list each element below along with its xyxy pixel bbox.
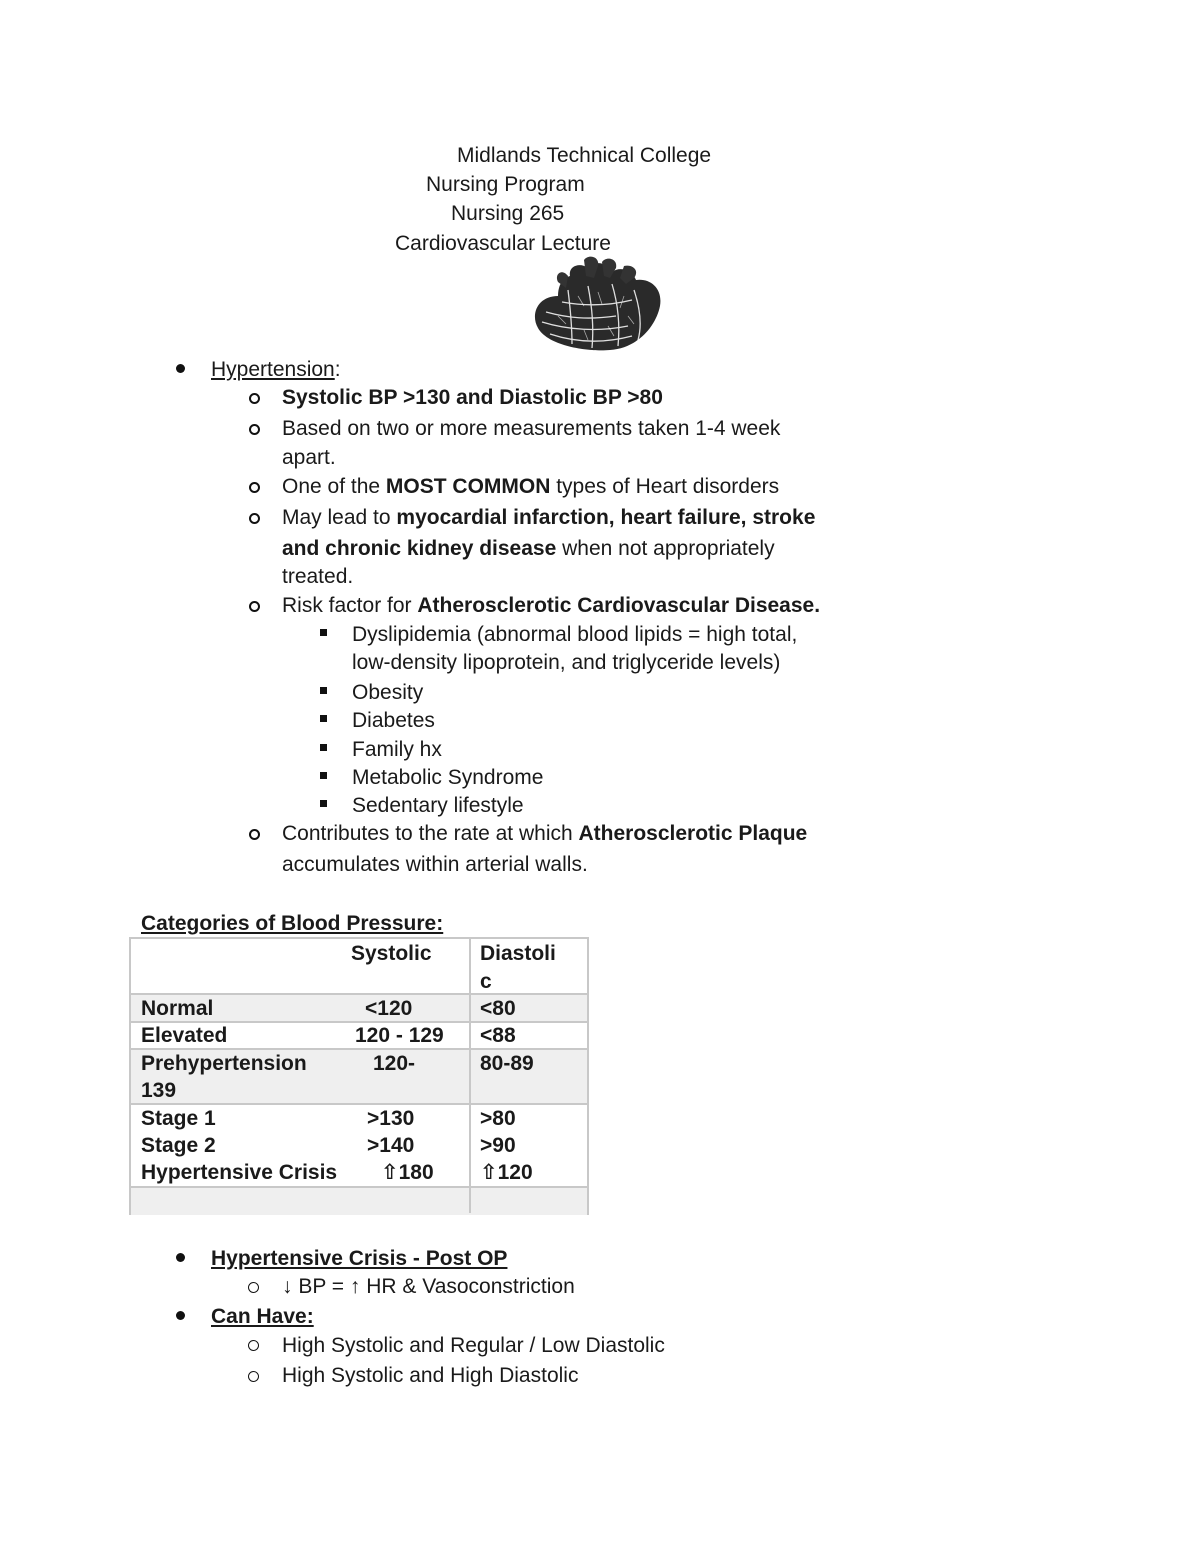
row-label-prehypertension: Prehypertension	[141, 1052, 307, 1075]
bullet-circle-icon	[249, 393, 260, 404]
row-diastolic-stage-1: >80	[480, 1107, 516, 1130]
may-lead-line-3: treated.	[282, 565, 354, 588]
may-lead-line-2	[282, 534, 775, 563]
risk-factor-pre: Risk factor for	[282, 594, 418, 617]
row-diastolic-prehypertension: 80-89	[480, 1052, 534, 1075]
risk-item-family-hx: Family hx	[352, 738, 442, 761]
bullet-dot-icon	[176, 1311, 185, 1320]
may-lead-pre: May lead to	[282, 506, 397, 529]
bullet-dot-icon	[176, 364, 185, 373]
table-row-divider	[131, 1186, 587, 1188]
can-have-item-1: High Systolic and Regular / Low Diastolic	[282, 1334, 665, 1357]
row-diastolic-normal: <80	[480, 997, 516, 1020]
row-systolic-stage-1: >130	[367, 1107, 415, 1130]
most-common-bold: MOST COMMON	[385, 475, 551, 498]
may-lead-post-2: when not appropriately	[556, 537, 775, 560]
row-diastolic-crisis: ⇧120	[480, 1161, 533, 1184]
hypertension-heading	[211, 355, 341, 384]
row-label-crisis: Hypertensive Crisis	[141, 1161, 338, 1184]
table-header-diastolic-1: Diastoli	[480, 942, 556, 965]
bullet-square-icon	[320, 772, 327, 779]
can-have-item-2: High Systolic and High Diastolic	[282, 1364, 579, 1387]
row-label-elevated: Elevated	[141, 1024, 228, 1047]
can-have-heading: Can Have:	[211, 1305, 314, 1328]
may-lead-line-1	[282, 503, 815, 532]
hypertension-heading-text: Hypertension	[211, 358, 335, 381]
bullet-circle-icon	[248, 1371, 259, 1382]
may-lead-bold-2: and chronic kidney disease	[282, 537, 557, 560]
risk-item-diabetes: Diabetes	[352, 709, 435, 732]
risk-item-metabolic: Metabolic Syndrome	[352, 766, 544, 789]
table-header-diastolic-2: c	[480, 970, 492, 993]
row-label-prehypertension-2: 139	[141, 1079, 177, 1102]
lecture-title: Cardiovascular Lecture	[395, 232, 611, 255]
table-header-systolic: Systolic	[351, 942, 432, 965]
row-diastolic-stage-2: >90	[480, 1134, 516, 1157]
row-systolic-normal: <120	[365, 997, 413, 1020]
crisis-item: ↓ BP = ↑ HR & Vasoconstriction	[282, 1275, 575, 1298]
measurement-line-2: apart.	[282, 446, 336, 469]
bp-table-title: Categories of Blood Pressure:	[141, 912, 444, 935]
row-systolic-prehypertension: 120-	[373, 1052, 416, 1075]
bullet-square-icon	[320, 687, 327, 694]
row-label-normal: Normal	[141, 997, 214, 1020]
bullet-square-icon	[320, 800, 327, 807]
bullet-circle-icon	[249, 513, 260, 524]
bullet-circle-icon	[249, 482, 260, 493]
heart-illustration-icon	[528, 256, 666, 354]
crisis-heading: Hypertensive Crisis - Post OP	[211, 1247, 508, 1270]
row-diastolic-elevated: <88	[480, 1024, 516, 1047]
row-systolic-crisis: ⇧180	[381, 1161, 434, 1184]
contributes-line-2: accumulates within arterial walls.	[282, 853, 588, 876]
course-name: Nursing 265	[451, 202, 565, 225]
bullet-dot-icon	[176, 1253, 185, 1262]
measurement-line-1: Based on two or more measurements taken 1-4 week	[282, 417, 781, 440]
table-column-divider	[469, 939, 471, 1213]
college-name: Midlands Technical College	[457, 144, 712, 167]
most-common-line	[282, 472, 779, 501]
bp-criteria: Systolic BP >130 and Diastolic BP >80	[282, 386, 663, 409]
most-common-post: types of Heart disorders	[550, 475, 780, 498]
program-name: Nursing Program	[426, 173, 585, 196]
risk-item-sedentary: Sedentary lifestyle	[352, 794, 524, 817]
bullet-square-icon	[320, 629, 327, 636]
table-row-shade	[131, 1187, 587, 1215]
bullet-circle-icon	[249, 424, 260, 435]
bp-categories-table	[129, 937, 589, 1215]
contributes-bold: Atherosclerotic Plaque	[578, 822, 808, 845]
row-systolic-stage-2: >140	[367, 1134, 415, 1157]
bullet-square-icon	[320, 744, 327, 751]
bullet-circle-icon	[249, 829, 260, 840]
hypertension-heading-colon: :	[334, 358, 341, 381]
risk-factor-bold: Atherosclerotic Cardiovascular Disease.	[417, 594, 821, 617]
bullet-circle-icon	[248, 1282, 259, 1293]
risk-item-dyslipidemia-2: low-density lipoprotein, and triglyceride levels)	[352, 651, 781, 674]
bullet-circle-icon	[248, 1340, 259, 1351]
bullet-circle-icon	[249, 601, 260, 612]
contributes-pre: Contributes to the rate at which	[282, 822, 579, 845]
risk-factor-line	[282, 591, 820, 620]
row-label-stage-1: Stage 1	[141, 1107, 216, 1130]
most-common-pre: One of the	[282, 475, 386, 498]
row-label-stage-2: Stage 2	[141, 1134, 216, 1157]
risk-item-dyslipidemia-1: Dyslipidemia (abnormal blood lipids = high total,	[352, 623, 798, 646]
may-lead-bold-1: myocardial infarction, heart failure, stroke	[396, 506, 816, 529]
bullet-square-icon	[320, 715, 327, 722]
risk-item-obesity: Obesity	[352, 681, 424, 704]
contributes-line-1	[282, 819, 807, 848]
row-systolic-elevated: 120 - 129	[355, 1024, 444, 1047]
